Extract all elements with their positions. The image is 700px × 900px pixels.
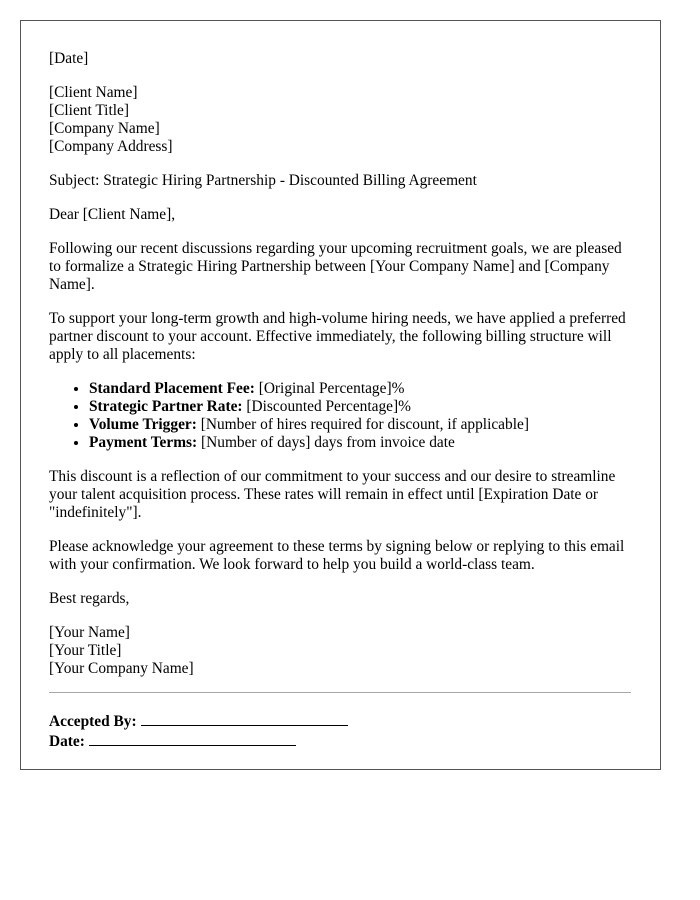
sender-title: [Your Title] [49,642,122,659]
term-value: [Number of days] days from invoice date [197,434,455,451]
recipient-address: [Company Address] [49,138,173,155]
billing-terms-list [49,380,631,452]
recipient-name: [Client Name] [49,84,138,101]
term-item-partner-rate [89,398,631,416]
recipient-company: [Company Name] [49,120,160,137]
acknowledge-paragraph: Please acknowledge your agreement to these terms by signing below or replying to this email with your confirmation. We look forward to help you build a world-class team. [49,538,625,573]
commitment-paragraph: This discount is a reflection of our commitment to your success and our desire to streamline your talent acquisition process. These rates will remain in effect until [Expiration Date or "indefinitely"]. [49,468,616,521]
date-sign-label: Date: [49,733,85,750]
accepted-by-label: Accepted By: [49,713,137,730]
term-value: [Original Percentage]% [254,380,405,397]
accepted-by-line [49,711,631,731]
letter-date: [Date] [49,50,89,67]
term-label: Volume Trigger: [89,416,197,433]
accepted-by-signature-field[interactable] [141,711,348,726]
term-item-standard-fee [89,380,631,398]
signature-divider [49,692,631,693]
term-label: Payment Terms: [89,434,198,451]
term-value: [Discounted Percentage]% [242,398,411,415]
term-value: [Number of hires required for discount, if applicable] [196,416,529,433]
closing: Best regards, [49,590,130,607]
salutation: Dear [Client Name], [49,206,176,223]
date-signature-field[interactable] [89,731,296,746]
term-label: Strategic Partner Rate: [89,398,243,415]
recipient-block [49,84,631,156]
subject-line: Subject: Strategic Hiring Partnership - Discounted Billing Agreement [49,172,477,189]
letter-document [20,20,661,770]
recipient-title: [Client Title] [49,102,129,119]
date-sign-line [49,731,631,751]
intro-paragraph: Following our recent discussions regarding your upcoming recruitment goals, we are pleased to formalize a Strategic Hiring Partnership between [Your Company Name] and [Company Name]. [49,240,622,293]
discount-paragraph: To support your long-term growth and high-volume hiring needs, we have applied a preferred partner discount to your account. Effective immediately, the following billing structure will apply to all placements: [49,310,626,363]
sender-name: [Your Name] [49,624,130,641]
sender-company: [Your Company Name] [49,660,194,677]
term-label: Standard Placement Fee: [89,380,255,397]
term-item-volume-trigger [89,416,631,434]
sender-block [49,624,631,678]
term-item-payment-terms [89,434,631,452]
